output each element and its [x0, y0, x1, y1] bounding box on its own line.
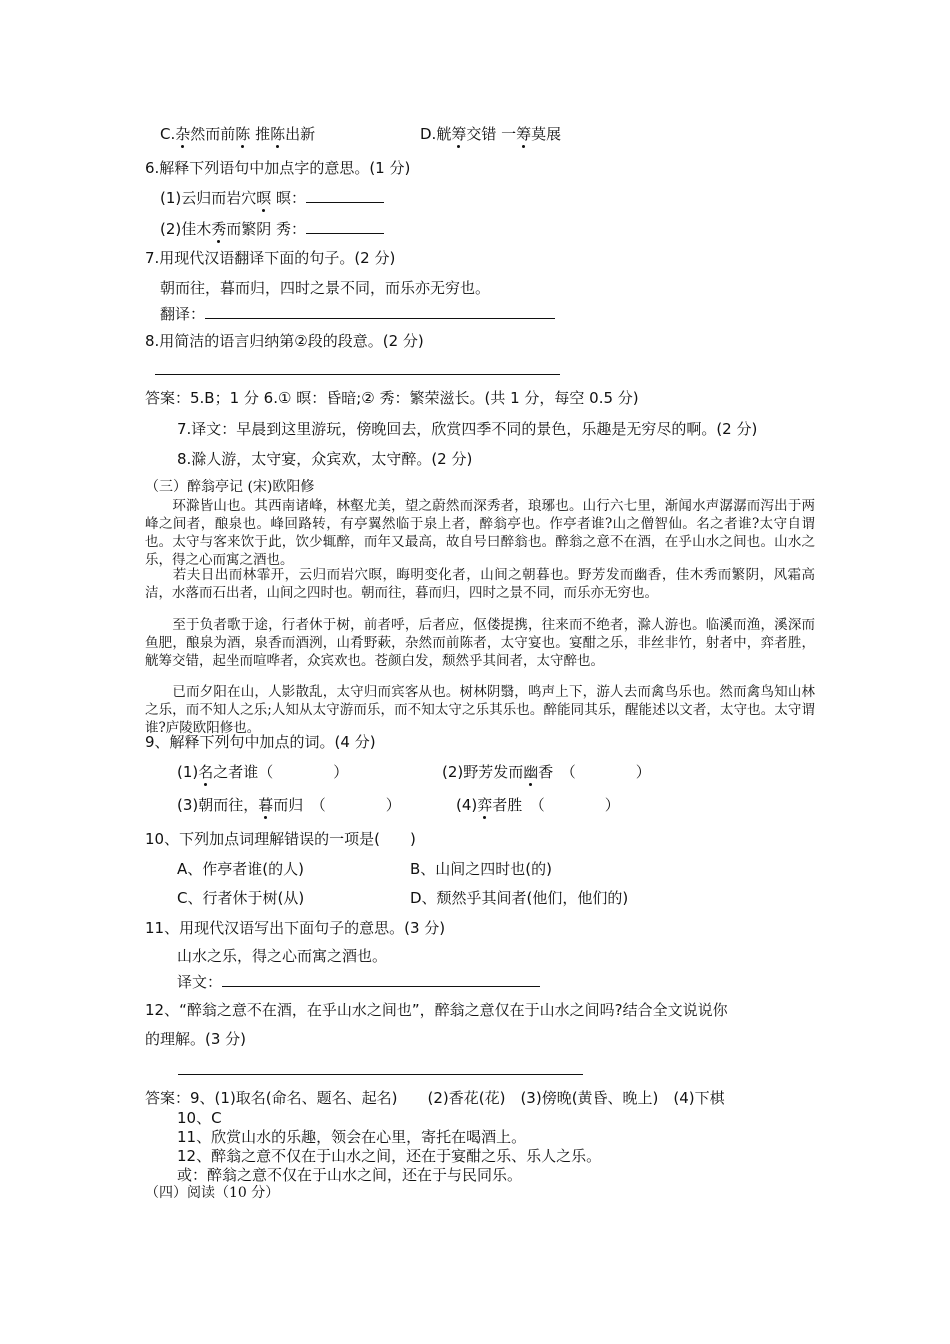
text-seg: (2)佳木: [160, 220, 212, 238]
section3-heading: （三）醉翁亭记 (宋)欧阳修: [145, 479, 315, 495]
text-seg: (2)野芳发而: [442, 763, 524, 781]
answer-blank[interactable]: [306, 218, 384, 234]
q7-sentence: 朝而往，暮而归，四时之景不同，而乐亦无穷也。: [160, 279, 491, 297]
dotted-char: 筹: [516, 125, 532, 143]
text-seg: 者胜 （ ）: [492, 796, 620, 814]
dotted-char: 杂: [175, 125, 191, 143]
passage-paragraph-1: 环滁皆山也。其西南诸峰，林壑尤美，望之蔚然而深秀者，琅琊也。山行六七里，渐闻水声潺潺而泻出于两峰之间者，酿泉也。峰回路转，有亭翼然临于泉上者，醉翁亭也。作亭者谁?山之僧智仙。名之者谁?太守自谓也。太守与客来饮于此，饮少辄醉，而年又最高，故自号曰醉翁也。醉翁之意不在酒，在乎山水之间也。山水之乐，得之心而寓之酒也。: [145, 498, 815, 568]
q10-option-c: C、行者休于树(从): [177, 889, 305, 907]
text-seg: (1)云归而岩穴: [160, 189, 257, 207]
answer-line[interactable]: [178, 1074, 583, 1075]
text-seg: 暝：: [271, 189, 307, 207]
q9-item-4: [456, 795, 620, 815]
q11-sentence: 山水之乐，得之心而寓之酒也。: [177, 947, 388, 965]
text-seg: 而繁阴 秀：: [226, 220, 307, 238]
dotted-char: 弈: [477, 796, 493, 814]
answer-line-1: 答案：5.B；1 分 6.① 暝：昏暗;② 秀：繁荣滋长。(共 1 分，每空 0.5 分): [145, 389, 639, 407]
answer2-line-1: 答案：9、(1)取名(命名、题名、起名) (2)香花(花) (3)傍晚(黄昏、晚上) (4)下棋: [145, 1089, 725, 1107]
passage-paragraph-3: 至于负者歌于途，行者休于树，前者呼，后者应，伛偻提携，往来而不绝者，滁人游也。临溪而渔，溪深而鱼肥，酿泉为酒，泉香而酒洌，山肴野蔌，杂然而前陈者，太守宴也。宴酣之乐，非丝非竹，射者中，弈者胜，觥筹交错，起坐而喧哗者，众宾欢也。苍颜白发，颓然乎其间者，太守醉也。: [145, 617, 815, 669]
text-seg: 而归 （ ）: [273, 796, 401, 814]
dotted-char: 暮: [258, 796, 274, 814]
q12-line-2: 的理解。(3 分): [145, 1030, 247, 1048]
q6-item-1: [160, 187, 384, 208]
q6-item-2: [160, 218, 384, 239]
section4-heading: （四）阅读（10 分）: [145, 1185, 280, 1201]
text-seg: 之者谁（ ）: [213, 763, 349, 781]
dotted-char: 陈: [270, 125, 286, 143]
answer-line-2: 7.译文：早晨到这里游玩，傍晚回去，欣赏四季不同的景色，乐趣是无穷尽的啊。(2 分): [177, 420, 758, 438]
dotted-char: 陈: [235, 125, 251, 143]
q5-option-d: [420, 124, 561, 144]
translate-label: 翻译：: [160, 305, 206, 323]
q5-option-c: [160, 124, 315, 144]
answer2-line-5: 或：醉翁之意不仅在于山水之间，还在于与民同乐。: [177, 1166, 523, 1184]
text-seg: 香 （ ）: [538, 763, 651, 781]
text-seg: (4): [456, 796, 478, 814]
q9-item-2: [442, 762, 651, 782]
dotted-char: 暝: [256, 189, 272, 207]
text-seg: 莫展: [531, 125, 562, 143]
answer-blank[interactable]: [205, 303, 555, 319]
answer2-line-3: 11、欣赏山水的乐趣，领会在心里，寄托在喝酒上。: [177, 1128, 527, 1146]
answer-line[interactable]: [155, 374, 560, 375]
answer2-line-4: 12、醉翁之意不仅在于山水之间，还在于宴酣之乐、乐人之乐。: [177, 1147, 602, 1165]
q10-option-a: A、作亭者谁(的人): [177, 860, 304, 878]
text-seg: 出新: [285, 125, 316, 143]
dotted-char: 幽: [523, 763, 539, 781]
q7-translate: [160, 303, 555, 324]
dotted-char: 筹: [451, 125, 467, 143]
q9-title: 9、解释下列句中加点的词。(4 分): [145, 733, 376, 751]
text-seg: D.觥: [420, 125, 452, 143]
translate-label: 译文：: [177, 973, 223, 991]
answer2-line-2: 10、C: [177, 1109, 222, 1127]
text-seg: C.: [160, 125, 176, 143]
q10-title: 10、下列加点词理解错误的一项是( ): [145, 830, 416, 848]
text-seg: 交错 一: [466, 125, 517, 143]
dotted-char: 名: [198, 763, 214, 781]
text-seg: (1): [177, 763, 199, 781]
q9-item-3: [177, 795, 401, 815]
passage-paragraph-4: 已而夕阳在山，人影散乱，太守归而宾客从也。树林阴翳，鸣声上下，游人去而禽鸟乐也。然而禽鸟知山林之乐，而不知人之乐;人知从太守游而乐，而不知太守之乐其乐也。醉能同其乐，醒能述以文者，太守也。太守谓谁?庐陵欧阳修也。: [145, 684, 815, 736]
answer-line-3: 8.滁人游，太守宴，众宾欢，太守醉。(2 分): [177, 450, 473, 468]
q9-item-1: [177, 762, 348, 782]
passage-paragraph-2: 若夫日出而林霏开，云归而岩穴暝，晦明变化者，山间之朝暮也。野芳发而幽香，佳木秀而繁阴，风霜高洁，水落而石出者，山间之四时也。朝而往，暮而归，四时之景不同，而乐亦无穷也。: [145, 567, 815, 601]
q8-title: 8.用简洁的语言归纳第②段的段意。(2 分): [145, 332, 424, 350]
q10-option-d: D、颓然乎其间者(他们，他们的): [410, 889, 629, 907]
dotted-char: 秀: [211, 220, 227, 238]
q11-title: 11、用现代汉语写出下面句子的意思。(3 分): [145, 919, 446, 937]
answer-blank[interactable]: [306, 187, 384, 203]
answer-blank[interactable]: [222, 971, 540, 987]
text-seg: (3)朝而往，: [177, 796, 259, 814]
q6-title: 6.解释下列语句中加点字的意思。(1 分): [145, 159, 411, 177]
q10-option-b: B、山间之四时也(的): [410, 860, 552, 878]
q11-translate: [177, 971, 540, 992]
q7-title: 7.用现代汉语翻译下面的句子。(2 分): [145, 249, 396, 267]
text-seg: 然而前: [190, 125, 236, 143]
text-seg: 推: [250, 125, 271, 143]
q12-line-1: 12、“醉翁之意不在酒，在乎山水之间也”，醉翁之意仅在于山水之间吗?结合全文说说你: [145, 1001, 728, 1019]
